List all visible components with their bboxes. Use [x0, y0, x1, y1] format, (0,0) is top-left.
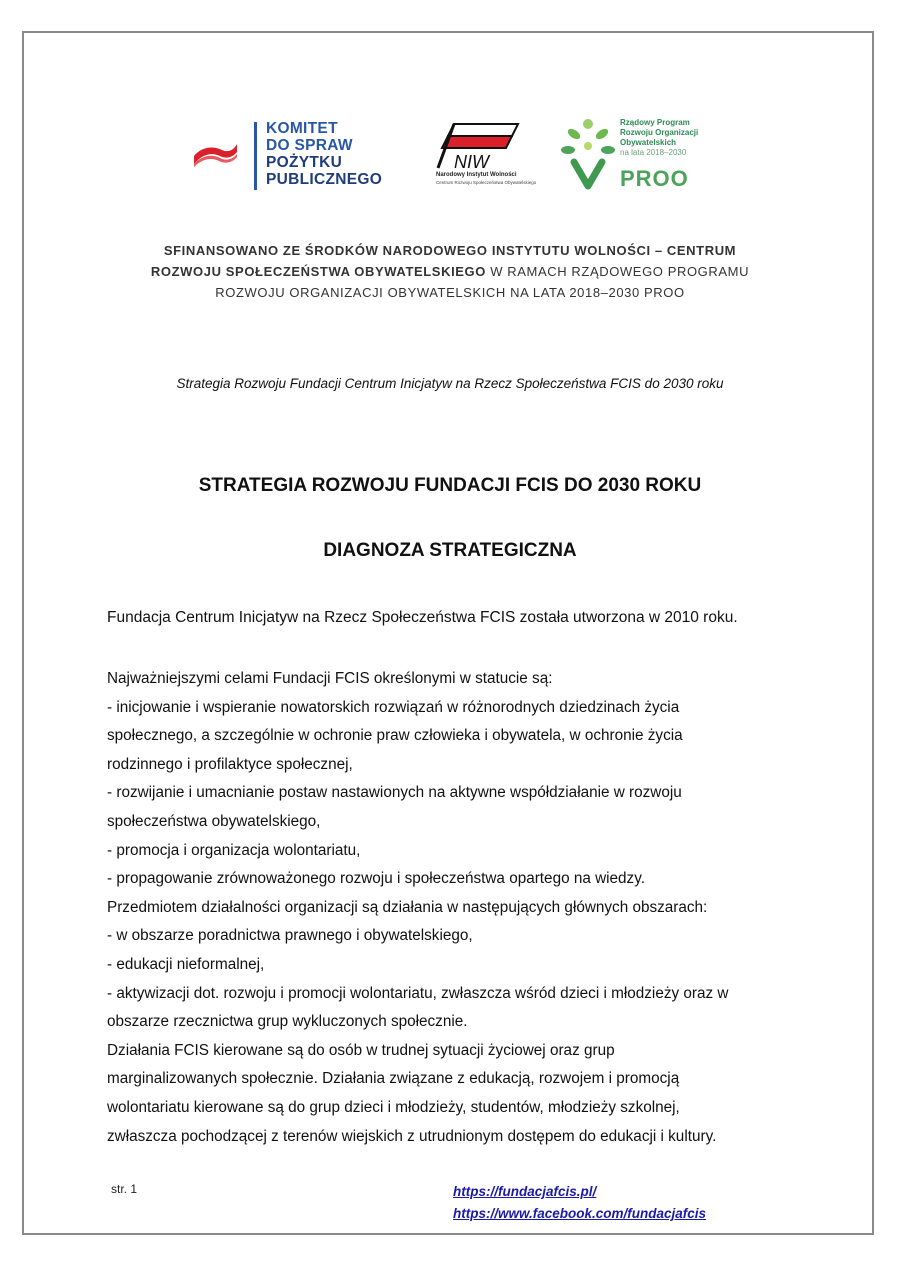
kdspp-wordmark — [266, 120, 382, 188]
kdspp-line: PUBLICZNEGO — [266, 171, 383, 188]
proo-line: Obywatelskich — [620, 138, 677, 147]
niw-subtitle: Narodowy Instytut Wolności — [436, 172, 517, 178]
body-line: - promocja i organizacja wolontariatu, — [107, 841, 361, 859]
footer-links — [453, 1181, 706, 1225]
funding-line-1: SFINANSOWANO ZE ŚRODKÓW NARODOWEGO INSTYTUTU WOLNOŚCI – CENTRUM — [163, 243, 737, 258]
body-line: - rozwijanie i umacnianie postaw nastawionych na aktywne współdziałanie w rozwoju — [107, 784, 682, 802]
kdspp-line: DO SPRAW — [266, 137, 353, 154]
proo-program-name — [620, 118, 698, 158]
proo-years: na lata 2018–2030 — [620, 148, 687, 157]
niw-mark-text: NIW — [454, 152, 489, 172]
body-text — [107, 665, 797, 1151]
body-line: - propagowanie zrównoważonego rozwoju i społeczeństwa opartego na wiedzy. — [107, 870, 645, 888]
funding-line-3: ROZWOJU ORGANIZACJI OBYWATELSKICH NA LATA 2018–2030 PROO — [215, 285, 685, 300]
intro-paragraph: Fundacja Centrum Inicjatyw na Rzecz Społeczeństwa FCIS została utworzona w 2010 roku. — [107, 609, 738, 626]
body-line: Najważniejszymi celami Fundacji FCIS określonymi w statucie są: — [107, 670, 553, 687]
proo-flower-icon — [560, 118, 616, 190]
kdspp-line: KOMITET — [266, 120, 338, 137]
body-line: marginalizowanych społecznie. Działania związane z edukacją, rozwojem i promocją — [107, 1070, 680, 1088]
proo-logo — [560, 118, 720, 198]
flag-icon — [192, 142, 238, 168]
niw-logo — [432, 120, 537, 195]
body-line: społeczeństwa obywatelskiego, — [107, 812, 321, 830]
funding-line-2-rest: W RAMACH RZĄDOWEGO PROGRAMU — [485, 264, 750, 279]
kdspp-line: POŻYTKU — [266, 154, 343, 171]
body-line: zwłaszcza pochodzącej z terenów wiejskich z utrudnionym dostępem do edukacji i kultury. — [107, 1127, 717, 1145]
kdspp-divider — [254, 122, 257, 190]
body-line: - edukacji nieformalnej, — [107, 955, 265, 973]
body-line: wolontariatu kierowane są do grup dzieci i młodzieży, studentów, młodzieży szkolnej, — [107, 1098, 680, 1116]
body-line: rodzinnego i profilaktyce społecznej, — [107, 755, 353, 773]
body-line: społecznego, a szczególnie w ochronie praw człowieka i obywatela, w ochronie życia — [107, 727, 683, 745]
funding-notice — [0, 240, 900, 303]
niw-subtitle-small: Centrum Rozwoju Społeczeństwa Obywatelskiego — [436, 180, 537, 185]
body-line: obszarze rzecznictwa grup wykluczonych społecznie. — [107, 1013, 468, 1031]
facebook-link[interactable]: https://www.facebook.com/fundacjafcis — [453, 1206, 707, 1221]
body-line: - w obszarze poradnictwa prawnego i obywatelskiego, — [107, 927, 473, 945]
body-line: Działania FCIS kierowane są do osób w trudnej sytuacji życiowej oraz grup — [107, 1041, 615, 1059]
page-number: str. 1 — [111, 1182, 138, 1196]
section-title: DIAGNOZA STRATEGICZNA — [323, 540, 577, 561]
body-line: - inicjowanie i wspieranie nowatorskich rozwiązań w różnorodnych dziedzinach życia — [107, 698, 680, 716]
proo-line: Rozwoju Organizacji — [620, 128, 699, 137]
body-line: - aktywizacji dot. rozwoju i promocji wolontariatu, zwłaszcza wśród dzieci i młodzieży oraz w — [107, 984, 729, 1002]
running-header: Strategia Rozwoju Fundacji Centrum Inicjatyw na Rzecz Społeczeństwa FCIS do 2030 roku — [176, 376, 724, 391]
niw-mark-icon — [432, 120, 522, 172]
kdspp-logo — [192, 120, 402, 195]
body-line: Przedmiotem działalności organizacji są działania w następujących głównych obszarach: — [107, 898, 708, 916]
website-link[interactable]: https://fundacjafcis.pl/ — [453, 1184, 597, 1199]
funding-line-2 — [0, 261, 900, 282]
proo-name: PROO — [620, 166, 689, 191]
funding-line-2-bold: ROZWOJU SPOŁECZEŃSTWA OBYWATELSKIEGO — [150, 264, 486, 279]
document-title: STRATEGIA ROZWOJU FUNDACJI FCIS DO 2030 ROKU — [198, 475, 702, 496]
proo-line: Rządowy Program — [620, 118, 690, 127]
